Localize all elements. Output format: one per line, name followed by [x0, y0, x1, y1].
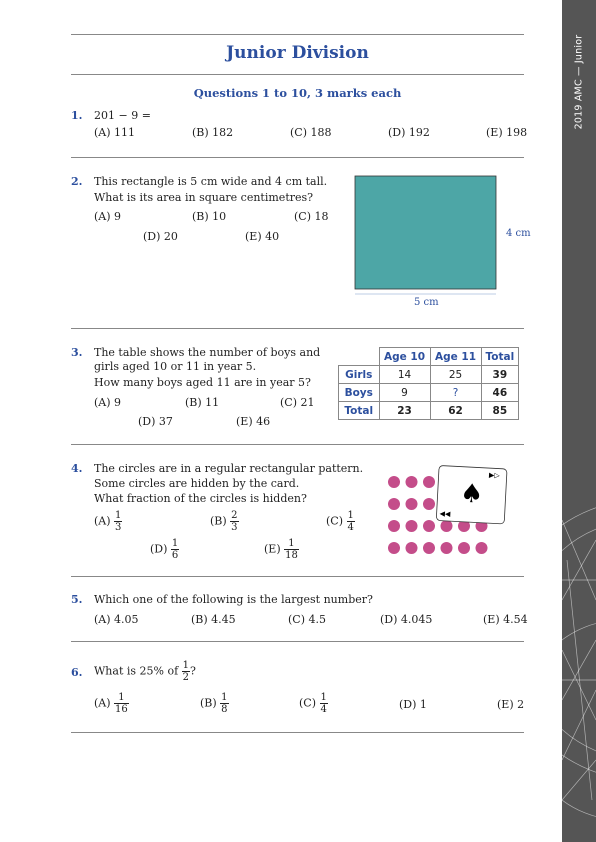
rectangle-diagram — [350, 170, 500, 300]
pattern-circle — [406, 520, 418, 532]
divider — [71, 328, 524, 329]
option-label: (D) — [150, 542, 168, 556]
row-label: Boys — [339, 384, 380, 402]
card-corner-icon: ▶▷ — [488, 471, 500, 480]
numerator: 1 — [347, 510, 354, 521]
option-a — [94, 692, 129, 715]
option-c — [299, 692, 328, 715]
fraction — [284, 538, 299, 561]
option-c: (C) 4.5 — [288, 613, 326, 626]
numerator: 1 — [221, 692, 228, 703]
option-e: (E) 40 — [245, 230, 280, 243]
question-text: Which one of the following is the largest number? — [94, 593, 373, 606]
circles-card-diagram — [380, 462, 520, 562]
numerator: 1 — [182, 660, 190, 671]
table-cell: 9 — [379, 384, 430, 402]
option-c: (C) 18 — [294, 210, 329, 223]
option-b: (B) 182 — [192, 126, 234, 139]
numerator: 2 — [231, 510, 238, 521]
question-text — [94, 660, 196, 683]
question-number: 2. — [71, 175, 83, 188]
option-b: (B) 4.45 — [191, 613, 236, 626]
pattern-circle — [441, 542, 453, 554]
question-number: 6. — [71, 666, 83, 679]
option-c: (C) 21 — [280, 396, 315, 409]
question-text-part: What is 25% of — [94, 664, 179, 678]
numerator: 1 — [115, 510, 122, 521]
table-cell: 62 — [430, 402, 481, 420]
option-c: (C) 188 — [290, 126, 332, 139]
question-number: 3. — [71, 346, 83, 359]
fraction — [230, 510, 238, 533]
section-subtitle: Questions 1 to 10, 3 marks each — [193, 86, 402, 100]
pattern-circle — [388, 542, 400, 554]
option-e: (E) 46 — [236, 415, 271, 428]
denominator: 18 — [285, 550, 298, 561]
fraction — [114, 692, 129, 715]
denominator: 4 — [347, 522, 354, 533]
option-a — [94, 510, 122, 533]
table-header: Total — [481, 348, 519, 366]
option-a: (A) 4.05 — [94, 613, 139, 626]
question-text: Some circles are hidden by the card. — [94, 477, 300, 490]
table-row — [339, 384, 519, 402]
numerator: 1 — [284, 538, 299, 550]
option-label: (A) — [94, 514, 111, 528]
pattern-circle — [458, 542, 470, 554]
row-label: Total — [339, 402, 380, 420]
option-e: (E) 2 — [497, 698, 525, 711]
table-row — [339, 366, 519, 384]
pattern-circle — [406, 476, 418, 488]
option-e — [264, 538, 299, 561]
rectangle-shape — [355, 176, 496, 289]
question-text: This rectangle is 5 cm wide and 4 cm tall. — [94, 175, 328, 188]
table-row — [339, 402, 519, 420]
option-b — [200, 692, 229, 715]
table-cell: 23 — [379, 402, 430, 420]
option-b: (B) 11 — [185, 396, 220, 409]
table-header-row — [339, 348, 519, 366]
divider — [71, 34, 524, 35]
option-d: (D) 192 — [388, 126, 430, 139]
question-text: What fraction of the circles is hidden? — [94, 492, 307, 505]
denominator: 3 — [231, 522, 238, 533]
option-b: (B) 10 — [192, 210, 227, 223]
pattern-circle — [423, 520, 435, 532]
option-label: (A) — [94, 696, 111, 710]
question-text: The table shows the number of boys and — [94, 346, 321, 359]
option-d — [150, 538, 179, 561]
unknown-cell: ? — [430, 384, 481, 402]
option-label: (E) — [264, 542, 281, 556]
sidebar-label: 2019 AMC — Junior — [573, 34, 585, 130]
option-d: (D) 1 — [399, 698, 427, 711]
option-label: (C) — [326, 514, 343, 528]
divider — [71, 576, 524, 577]
playing-card — [436, 465, 507, 523]
data-table — [338, 347, 519, 420]
fraction — [347, 510, 355, 533]
question-number: 1. — [71, 109, 83, 122]
option-d: (D) 20 — [143, 230, 178, 243]
option-d: (D) 37 — [138, 415, 173, 428]
option-d: (D) 4.045 — [380, 613, 433, 626]
option-c — [326, 510, 355, 533]
question-text: How many boys aged 11 are in year 5? — [94, 376, 311, 389]
table-header: Age 10 — [379, 348, 430, 366]
table-cell: 85 — [481, 402, 519, 420]
numerator: 1 — [114, 692, 129, 704]
fraction — [320, 692, 328, 715]
width-label: 5 cm — [414, 297, 439, 308]
table-header: Age 11 — [430, 348, 481, 366]
card-corner-icon: ◀◀ — [439, 509, 451, 519]
option-a: (A) 111 — [94, 126, 136, 139]
fraction — [182, 660, 190, 683]
pattern-circle — [441, 520, 453, 532]
divider — [71, 74, 524, 75]
divider — [71, 641, 524, 642]
fraction — [171, 538, 179, 561]
table-cell: 46 — [481, 384, 519, 402]
pattern-circle — [423, 476, 435, 488]
question-text: girls aged 10 or 11 in year 5. — [94, 360, 257, 373]
divider — [71, 444, 524, 445]
option-label: (B) — [200, 696, 217, 710]
question-text: What is its area in square centimetres? — [94, 191, 314, 204]
pattern-circle — [423, 542, 435, 554]
pattern-circle — [406, 542, 418, 554]
row-label: Girls — [339, 366, 380, 384]
height-label: 4 cm — [506, 228, 531, 239]
option-a: (A) 9 — [94, 210, 122, 223]
pattern-circle — [423, 498, 435, 510]
denominator: 4 — [320, 704, 327, 715]
divider — [71, 732, 524, 733]
option-a: (A) 9 — [94, 396, 122, 409]
option-label: (B) — [210, 514, 227, 528]
denominator: 16 — [115, 704, 128, 715]
divider — [71, 157, 524, 158]
pattern-circle — [388, 520, 400, 532]
table-cell: 39 — [481, 366, 519, 384]
denominator: 8 — [221, 704, 228, 715]
option-label: (C) — [299, 696, 316, 710]
table-cell: 25 — [430, 366, 481, 384]
pattern-circle — [476, 542, 488, 554]
numerator: 1 — [320, 692, 327, 703]
question-number: 4. — [71, 462, 83, 475]
question-text: The circles are in a regular rectangular pattern. — [94, 462, 364, 475]
denominator: 2 — [182, 672, 190, 683]
fraction — [114, 510, 122, 533]
table-corner — [339, 348, 380, 366]
option-e: (E) 4.54 — [483, 613, 528, 626]
option-b — [210, 510, 239, 533]
pattern-circle — [406, 498, 418, 510]
denominator: 6 — [171, 550, 179, 561]
spade-icon: ♠ — [459, 478, 485, 510]
option-e: (E) 198 — [486, 126, 528, 139]
sidebar — [562, 0, 596, 842]
pattern-circle — [388, 498, 400, 510]
question-text-part: ? — [190, 664, 196, 678]
page-title: Junior Division — [226, 43, 369, 63]
question-text: 201 − 9 = — [94, 109, 151, 122]
table-cell: 14 — [379, 366, 430, 384]
numerator: 1 — [171, 538, 179, 549]
fraction — [220, 692, 228, 715]
question-number: 5. — [71, 593, 83, 606]
denominator: 3 — [115, 522, 122, 533]
pattern-circle — [388, 476, 400, 488]
